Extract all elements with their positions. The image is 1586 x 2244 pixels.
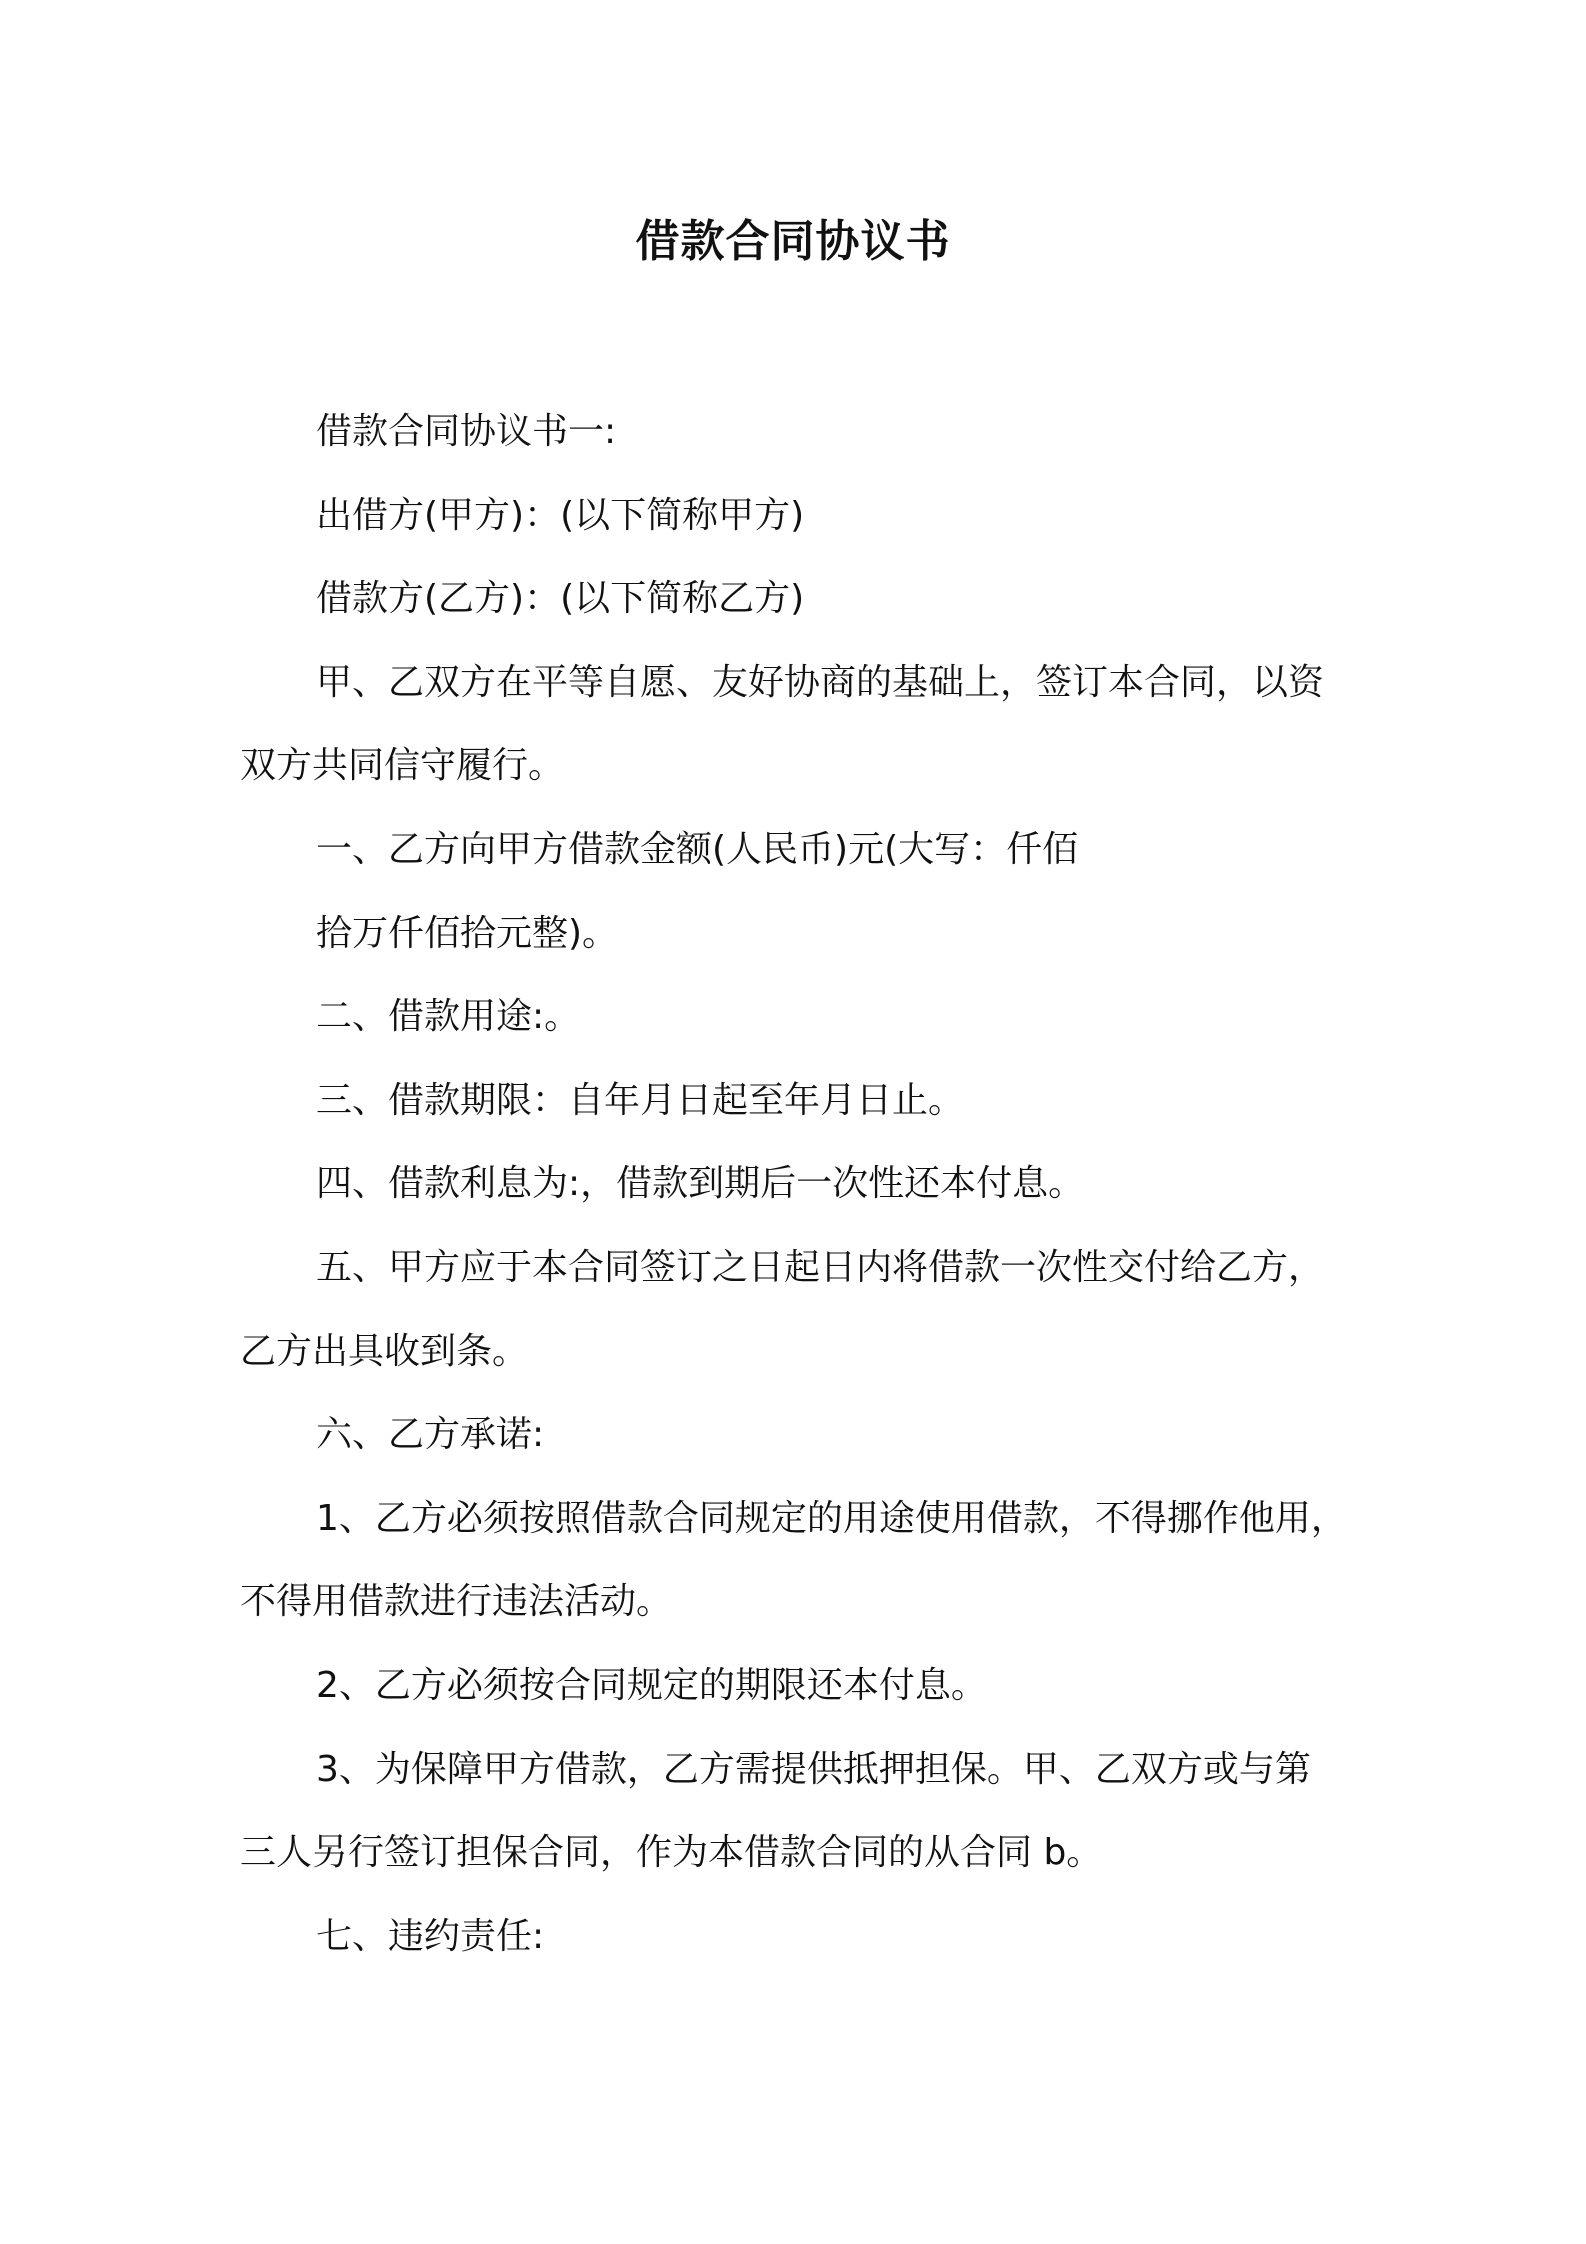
paragraph-line: 二、借款用途:。: [316, 996, 581, 1038]
document-body: [240, 402, 1370, 1990]
paragraph-line: 五、甲方应于本合同签订之日起日内将借款一次性交付给乙方，: [316, 1246, 1325, 1288]
paragraph-line: 三、借款期限：自年月日起至年月日止。: [316, 1079, 965, 1121]
paragraph-line: 三人另行签订担保合同，作为本借款合同的从合同 b。: [240, 1832, 1103, 1874]
paragraph-line: 借款合同协议书一:: [316, 411, 617, 452]
paragraph-line: 一、乙方向甲方借款金额(人民币)元(大写：仟佰: [316, 828, 1079, 870]
paragraph-line: 六、乙方承诺:: [316, 1414, 545, 1456]
paragraph-line: 借款方(乙方)：(以下简称乙方): [316, 578, 805, 620]
paragraph-line: 双方共同信守履行。: [240, 745, 565, 787]
paragraph-line: 四、借款利息为:，借款到期后一次性还本付息。: [316, 1163, 1085, 1205]
document-title: 借款合同协议书: [635, 216, 951, 267]
paragraph-line: 不得用借款进行违法活动。: [240, 1581, 673, 1623]
paragraph-line: 3、为保障甲方借款，乙方需提供抵押担保。甲、乙双方或与第: [316, 1748, 1311, 1790]
paragraph-line: 乙方出具收到条。: [240, 1330, 529, 1372]
paragraph-line: 甲、乙双方在平等自愿、友好协商的基础上，签订本合同，以资: [316, 661, 1325, 703]
paragraph-line: 2、乙方必须按合同规定的期限还本付息。: [316, 1664, 987, 1706]
paragraph-line: 拾万仟佰拾元整)。: [316, 912, 619, 954]
paragraph-line: 七、违约责任:: [316, 1915, 545, 1957]
paragraph-line: 出借方(甲方)：(以下简称甲方): [316, 494, 805, 536]
paragraph-line: 1、乙方必须按照借款合同规定的用途使用借款，不得挪作他用，: [316, 1497, 1347, 1539]
